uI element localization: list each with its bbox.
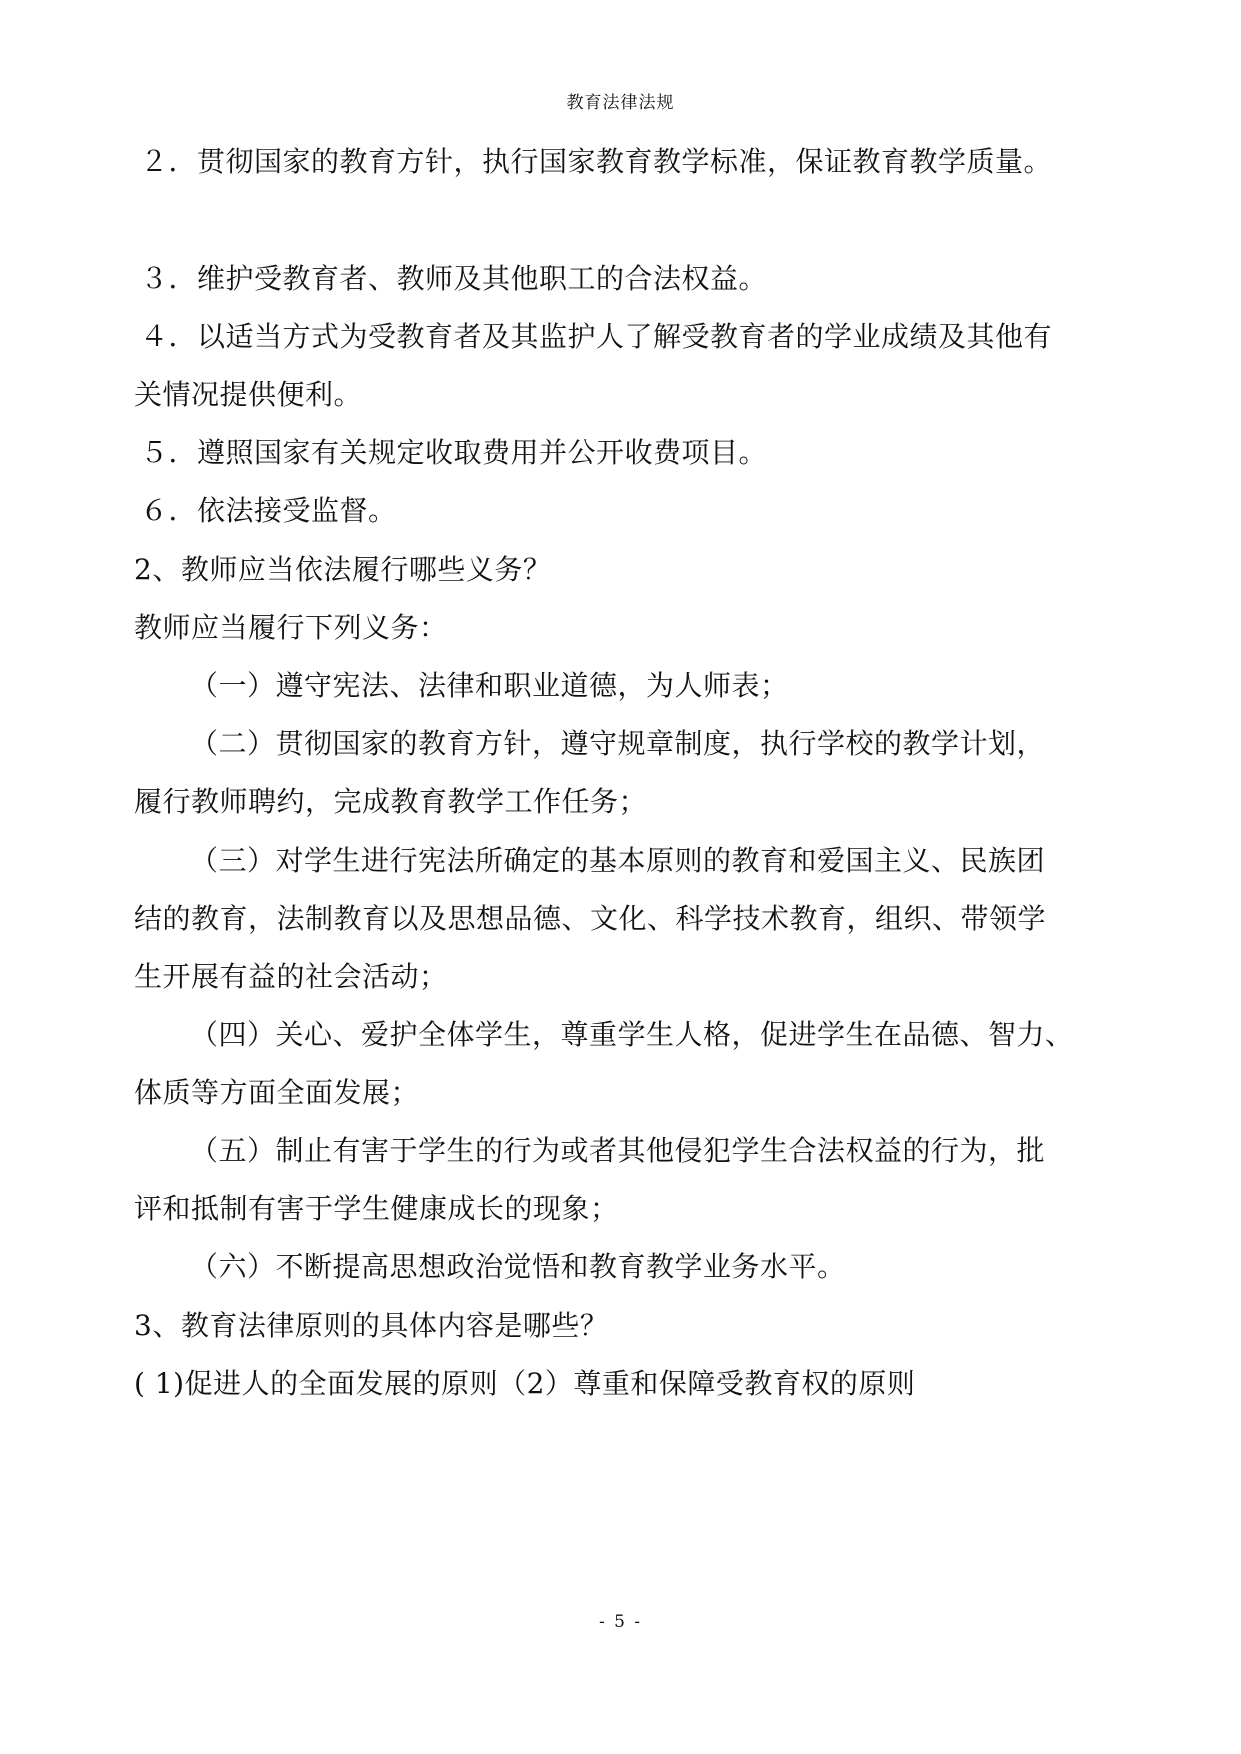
question-heading: 2、教师应当依法履行哪些义务？ xyxy=(134,553,552,586)
page-number: - 5 - xyxy=(598,1612,643,1632)
list-item-continuation: 结的教育，法制教育以及思想品德、文化、科学技术教育，组织、带领学 xyxy=(134,902,1047,935)
paragraph-line: ３．维护受教育者、教师及其他职工的合法权益。 xyxy=(140,262,768,295)
list-item: （四）关心、爱护全体学生，尊重学生人格，促进学生在品德、智力、 xyxy=(190,1018,1074,1051)
question-heading: 3、教育法律原则的具体内容是哪些？ xyxy=(134,1309,609,1342)
list-item-continuation: 生开展有益的社会活动； xyxy=(134,960,448,993)
paragraph-line: ５．遵照国家有关规定收取费用并公开收费项目。 xyxy=(140,436,768,469)
page-header: 教育法律法规 xyxy=(566,93,675,113)
list-item: （三）对学生进行宪法所确定的基本原则的教育和爱国主义、民族团 xyxy=(190,844,1046,877)
paragraph-line: ６．依法接受监督。 xyxy=(140,494,397,527)
paragraph-line: 关情况提供便利。 xyxy=(134,378,363,411)
paragraph-line: ４．以适当方式为受教育者及其监护人了解受教育者的学业成绩及其他有 xyxy=(140,320,1053,353)
list-item: （二）贯彻国家的教育方针，遵守规章制度，执行学校的教学计划， xyxy=(190,727,1046,760)
paragraph-line: ( 1)促进人的全面发展的原则（2）尊重和保障受教育权的原则 xyxy=(134,1367,916,1400)
list-item-continuation: 评和抵制有害于学生健康成长的现象； xyxy=(134,1192,619,1225)
list-item: （六）不断提高思想政治觉悟和教育教学业务水平。 xyxy=(190,1250,846,1283)
list-item: （一）遵守宪法、法律和职业道德，为人师表； xyxy=(190,669,789,702)
list-item: （五）制止有害于学生的行为或者其他侵犯学生合法权益的行为，批 xyxy=(190,1134,1046,1167)
paragraph-line: ２．贯彻国家的教育方针，执行国家教育教学标准，保证教育教学质量。 xyxy=(140,145,1053,178)
list-item-continuation: 履行教师聘约，完成教育教学工作任务； xyxy=(134,785,648,818)
list-item-continuation: 体质等方面全面发展； xyxy=(134,1076,420,1109)
paragraph-line: 教师应当履行下列义务： xyxy=(134,611,448,644)
